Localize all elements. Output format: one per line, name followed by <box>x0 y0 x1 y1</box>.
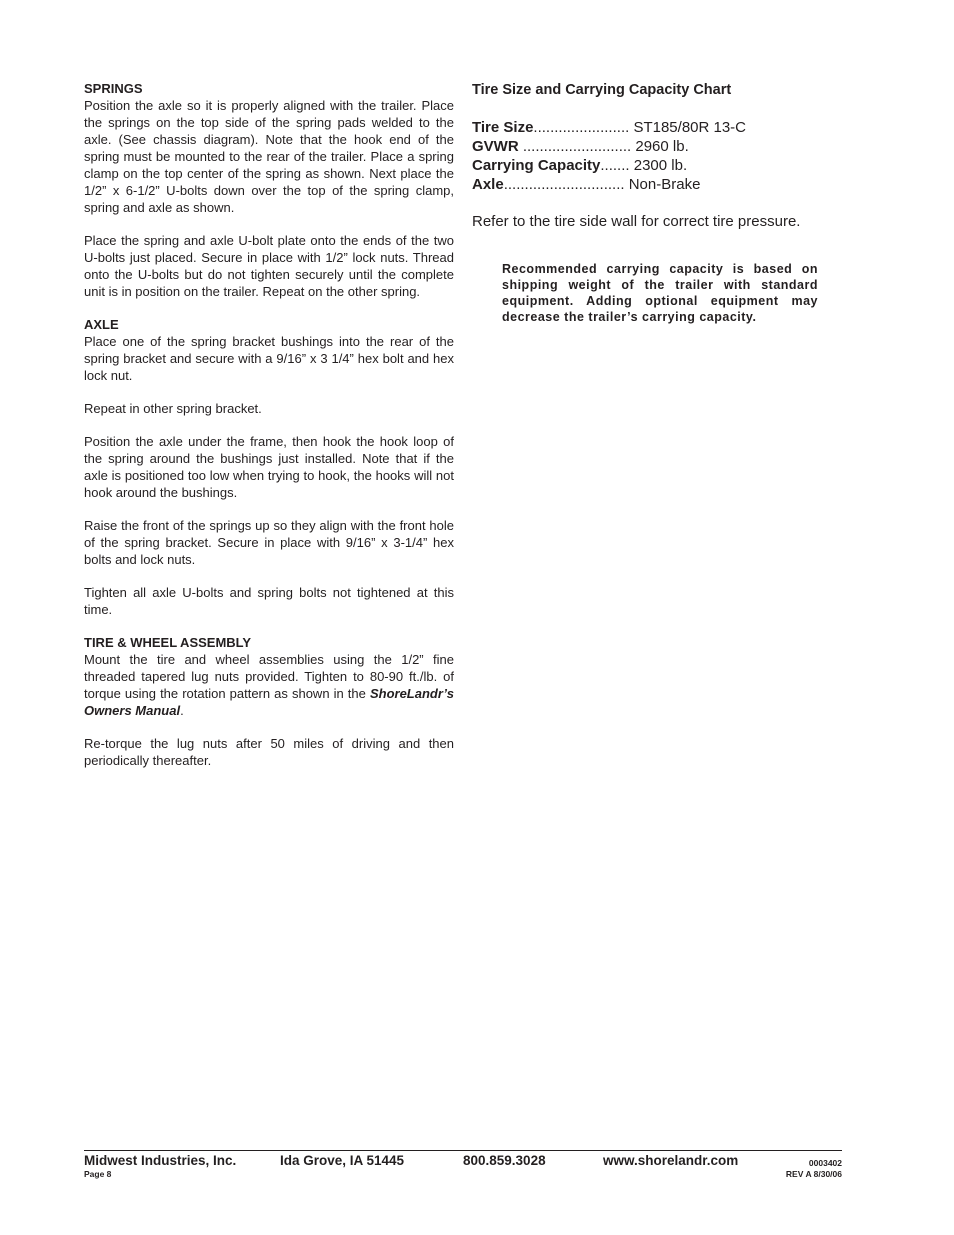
footer-phone: 800.859.3028 <box>463 1153 546 1168</box>
footer-company: Midwest Industries, Inc. <box>84 1153 237 1168</box>
spec-value: 2960 lb. <box>635 138 689 155</box>
springs-paragraph-1: Position the axle so it is properly aligned with the trailer. Place the springs on the top side of the spring pads welded to the axle. (See chassis diagram). Note that the hook end of the spring must be mounted to the rear of the trailer. Place a spring clamp on the top center of the spring as shown. Next place the 1/2” x 6-1/2” U-bolts down over the top of the spring clamp, spring and axle as shown. <box>84 98 454 215</box>
axle-paragraph-5: Tighten all axle U-bolts and spring bolts not tightened at this time. <box>84 585 454 617</box>
page-number: Page 8 <box>84 1169 112 1179</box>
tire-wheel-paragraph-1 <box>84 651 454 719</box>
springs-paragraph-2: Place the spring and axle U-bolt plate onto the ends of the two U-bolts just placed. Secure in place with 1/2” lock nuts. Thread onto the U-bolts but do not tighten securely until the complete unit is in position on the trailer. Repeat on the other spring. <box>84 233 454 299</box>
spec-leader: ............................. <box>503 176 625 193</box>
spec-value: Non-Brake <box>628 176 701 193</box>
footer-location: Ida Grove, IA 51445 <box>280 1153 405 1168</box>
right-column <box>472 80 832 325</box>
axle-paragraph-3: Position the axle under the frame, then hook the hook loop of the spring around the bushings just installed. Note that if the axle is positioned too low when trying to hook, the hooks will not hook around the bushings. <box>84 434 454 500</box>
spec-list <box>472 118 832 194</box>
springs-heading: SPRINGS <box>84 81 143 96</box>
spec-row-axle <box>472 175 832 194</box>
axle-paragraph-1: Place one of the spring bracket bushings into the rear of the spring bracket and secure with a 9/16” x 3 1/4” hex bolt and hex lock nut. <box>84 334 454 383</box>
capacity-disclaimer: Recommended carrying capacity is based on shipping weight of the trailer with standard equipment. Adding optional equipment may decrease the trailer’s carrying capacity. <box>502 262 818 324</box>
capacity-chart-title: Tire Size and Carrying Capacity Chart <box>472 82 732 98</box>
spec-value: ST185/80R 13-C <box>633 119 747 136</box>
tire-pressure-note: Refer to the tire side wall for correct tire pressure. <box>472 213 801 230</box>
page-footer <box>84 1150 842 1179</box>
left-column <box>84 80 454 785</box>
spec-label: Carrying Capacity <box>472 157 601 174</box>
axle-paragraph-4: Raise the front of the springs up so they align with the front hole of the spring bracket. Secure in place with 9/16” x 3-1/4” hex bolts and lock nuts. <box>84 518 454 567</box>
spec-label: Axle <box>472 176 504 193</box>
axle-heading: AXLE <box>84 317 119 332</box>
spec-leader: .......................... <box>522 138 632 155</box>
tire-wheel-text-end: . <box>180 703 184 718</box>
spec-leader: ....... <box>600 157 630 174</box>
tire-wheel-paragraph-2: Re-torque the lug nuts after 50 miles of driving and then periodically thereafter. <box>84 736 454 768</box>
axle-paragraph-2: Repeat in other spring bracket. <box>84 401 262 416</box>
footer-website: www.shorelandr.com <box>603 1153 739 1168</box>
spec-row-tire-size <box>472 118 832 137</box>
spec-value: 2300 lb. <box>633 157 688 174</box>
tire-wheel-heading: TIRE & WHEEL ASSEMBLY <box>84 635 252 650</box>
revision-date: REV A 8/30/06 <box>785 1169 842 1179</box>
spec-row-gvwr <box>472 137 832 156</box>
document-number: 0003402 <box>808 1158 842 1168</box>
spec-label: GVWR <box>472 138 519 155</box>
owners-manual-reference: ShoreLandr’s Owners Manual <box>84 686 454 718</box>
tire-wheel-text: Mount the tire and wheel assemblies using the 1/2” fine threaded tapered lug nuts provided. Tighten to 80-90 ft./lb. of torque using the rotation pattern as shown in the <box>84 652 454 701</box>
spec-row-carrying-capacity <box>472 156 832 175</box>
spec-leader: ....................... <box>533 119 630 136</box>
spec-label: Tire Size <box>472 119 534 136</box>
